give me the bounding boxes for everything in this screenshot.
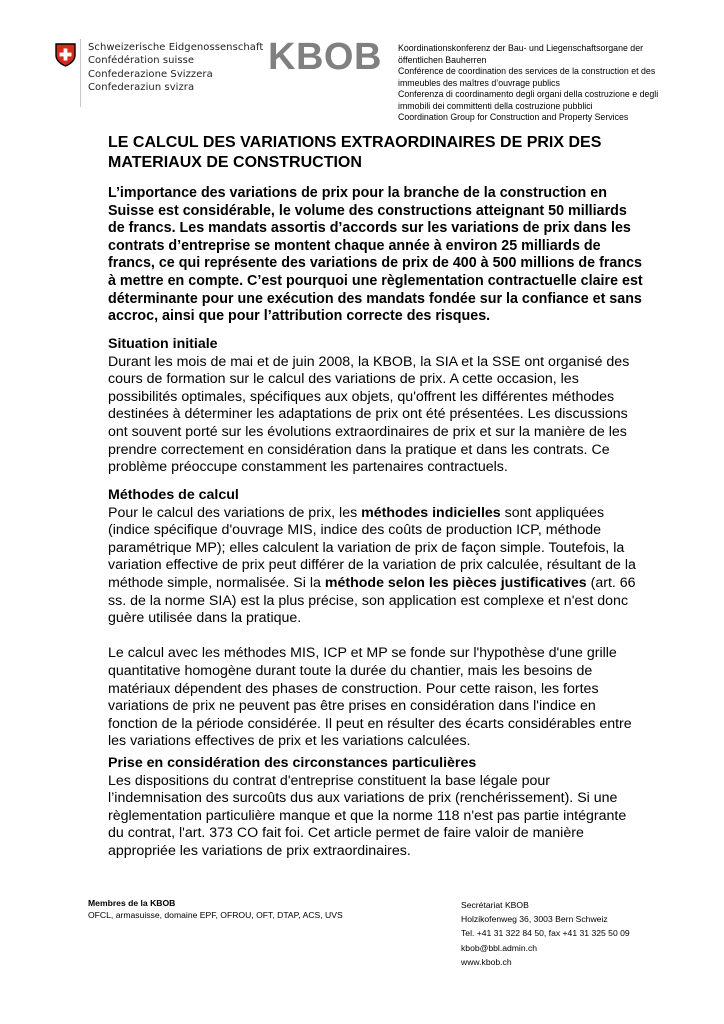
- section-methodes: [108, 487, 643, 751]
- footer-members: [88, 898, 343, 921]
- bold-term: méthode selon les pièces justificatives: [324, 574, 587, 591]
- section-heading: Situation initiale: [108, 336, 218, 352]
- lead-paragraph: L’importance des variations de prix pour la branche de la construction en Suisse est considérable, le volume des constructions atteignant 50 milliards de francs. Les mandats assortis d’accords sur les variations de prix dans les contrats d’entreprise se montent chaque année à environ 25 milliards de francs, ce qui représente des variations de prix de 400 à 500 millions de francs à mettre en compte. C’est pourquoi une règlementation contractuelle claire est déterminante pour une exécution des mandats fondée sur la confiance et sans accroc, ainsi que pour l’attribution correcte des risques.: [108, 185, 643, 325]
- organization-names: [398, 43, 688, 124]
- phone-fax: Tel. +41 31 322 84 50, fax +41 31 325 50 09: [461, 928, 630, 939]
- org-name-de: Koordinationskonferenz der Bau- und Liegenschaftsorgane der öffentlichen Bauherren: [398, 43, 644, 65]
- address: Holzikofenweg 36, 3003 Bern Schweiz: [461, 914, 608, 925]
- secretariat-label: Secrétariat KBOB: [461, 900, 529, 910]
- section-text: Les dispositions du contrat d'entreprise constituent la base légale pour l’indemnisation des surcoûts dus aux variations de prix (renchérissement). Si une règlementation particulière manque et que la norme 118 n'est pas partie intégrante du contrat, l'art. 373 CO fait foi. Cet article permet de faire valoir de manière appropriée les variations de prix extraordinaires.: [108, 772, 627, 859]
- members-list: OFCL, armasuisse, domaine EPF, OFROU, OFT, DTAP, ACS, UVS: [88, 909, 343, 920]
- confederation-fr: Confédération suisse: [88, 55, 195, 67]
- section-text: Pour le calcul des variations de prix, les méthodes indicielles sont appliquées (indice spécifique d'ouvrage MIS, indice des coûts de production ICP, méthode paramétrique MP); elles calculent la variation de prix de façon simple. Toutefois, la variation effective de prix peut différer de la variation de prix calculée, résultant de la méthode simple, normalisée. Si la méthode selon les pièces justificatives (art. 66 ss. de la norme SIA) est la plus précise, son application est complexe et n'est donc guère utilisée dans la pratique.: [108, 504, 636, 627]
- section-heading: Méthodes de calcul: [108, 487, 239, 503]
- confederation-rm: Confederaziun svizra: [88, 81, 195, 93]
- bold-term: méthodes indicielles: [361, 504, 501, 521]
- section-text: Durant les mois de mai et de juin 2008, la KBOB, la SIA et la SSE ont organisé des cours de formation sur le calcul des variations de prix. A cette occasion, les possibilités optimales, spécifiques aux objets, qu'offrent les différentes méthodes destinées à déterminer les adaptations de prix ont été présentées. Les discussions ont souvent porté sur les évolutions extraordinaires de prix et sur la manière de les prendre correctement en considération dans la pratique et dans les contrats. Ce problème préoccupe constamment les partenaires contractuels.: [108, 353, 630, 476]
- document-title: LE CALCUL DES VARIATIONS EXTRAORDINAIRES DE PRIX DES MATERIAUX DE CONSTRUCTION: [108, 134, 602, 171]
- email-link[interactable]: kbob@bbl.admin.ch: [461, 942, 538, 953]
- letterhead: [0, 0, 724, 120]
- org-name-en: Coordination Group for Construction and Property Services: [398, 112, 629, 122]
- members-label: Membres de la KBOB: [88, 898, 176, 908]
- section-situation: [108, 336, 643, 477]
- footer-contact: [461, 898, 630, 969]
- confederation-names: [88, 41, 263, 94]
- website-link[interactable]: www.kbob.ch: [461, 956, 512, 967]
- confederation-it: Confederazione Svizzera: [88, 68, 213, 80]
- org-name-it: Conferenza di coordinamento degli organi della costruzione e degli immobili dei committenti della costruzione pubblici: [398, 89, 659, 111]
- swiss-coat-of-arms-icon: [55, 43, 76, 67]
- section-prise: [108, 755, 643, 861]
- section-text: Le calcul avec les méthodes MIS, ICP et MP se fonde sur l'hypothèse d'une grille quantitative homogène durant toute la durée du chantier, mais les besoins de matériaux dépendent des phases de construction. Pour cette raison, les fortes variations de prix ne peuvent pas être prises en considération dans l'indice en fonction de la période considérée. Il peut en résulter des écarts considérables entre les variations effectives de prix et les variations calculées.: [108, 645, 632, 750]
- kbob-logo: KBOB: [268, 36, 382, 78]
- header-divider: [80, 39, 81, 107]
- section-heading: Prise en considération des circonstances particulières: [108, 755, 477, 771]
- org-name-fr: Conférence de coordination des services de la construction et des immeubles des maîtres d’ouvrage publics: [398, 66, 656, 88]
- confederation-de: Schweizerische Eidgenossenschaft: [88, 42, 264, 53]
